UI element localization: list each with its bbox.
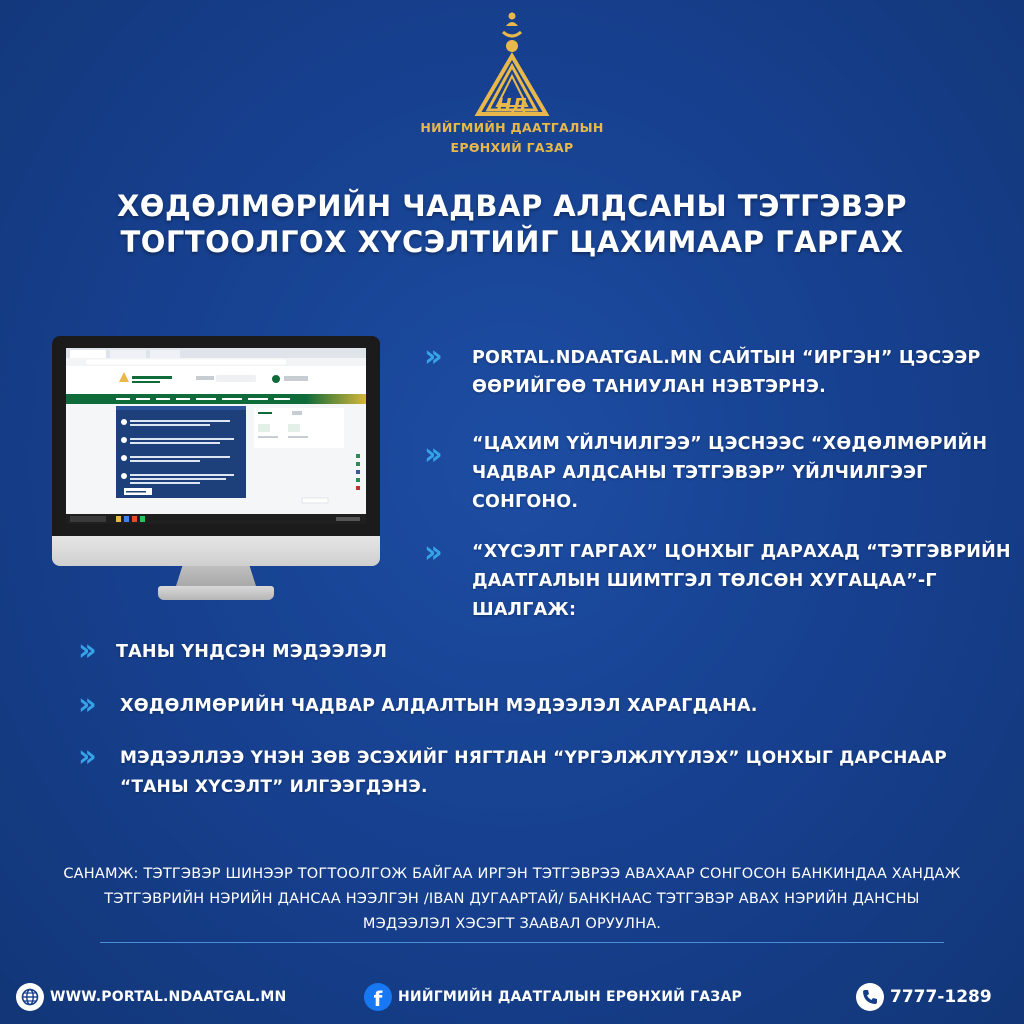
step-5-text <box>120 692 758 721</box>
step-4-text <box>116 638 387 667</box>
step-6 <box>78 739 1008 802</box>
step-3-line3: ШАЛГАЖ: <box>472 600 577 620</box>
step-3 <box>424 535 1014 625</box>
step-2-text <box>472 430 987 517</box>
phone-number[interactable]: 7777-1289 <box>890 987 992 1007</box>
portal-screenshot <box>66 348 366 524</box>
step-1-line2: ӨӨРИЙГӨӨ ТАНИУЛАН НЭВТЭРНЭ. <box>472 377 826 397</box>
monitor-chin <box>52 536 380 566</box>
monitor-screen <box>66 348 366 524</box>
step-3-line2: ДААТГАЛЫН ШИМТГЭЛ ТӨЛСӨН ХУГАЦАА”-Г <box>472 571 937 591</box>
logo-org-name-line2: ЕРӨНХИЙ ГАЗАР <box>450 140 574 155</box>
step-6-text <box>120 744 947 802</box>
facebook-page-link[interactable]: НИЙГМИЙН ДААТГАЛЫН ЕРӨНХИЙ ГАЗАР <box>398 989 742 1005</box>
step-4-line1: ТАНЫ ҮНДСЭН МЭДЭЭЛЭЛ <box>116 642 388 662</box>
footer-website[interactable] <box>16 983 286 1011</box>
reminder-note-line1: САНАМЖ: ТЭТГЭВЭР ШИНЭЭР ТОГТООЛГОЖ БАЙГАА ИРГЭН ТЭТГЭВРЭЭ АВАХААР СОНГОСОН БАНКИНДАА ХАНДАЖ <box>63 866 961 882</box>
footer-facebook[interactable] <box>364 983 742 1011</box>
website-link[interactable]: WWW.PORTAL.NDAATGAL.MN <box>50 989 287 1005</box>
monitor-illustration <box>52 336 382 602</box>
monitor-stand-neck <box>176 566 256 586</box>
double-chevron-icon: ›› <box>78 633 91 668</box>
logo-org-name-line1: НИЙГМИЙН ДААТГАЛЫН <box>420 120 604 135</box>
monitor-stand-base <box>158 586 274 600</box>
page-title-line1: ХӨДӨЛМӨРИЙН ЧАДВАР АЛДСАНЫ ТЭТГЭВЭР <box>116 189 908 223</box>
globe-icon <box>16 983 44 1011</box>
step-1-line1: PORTAL.NDAATGAL.MN САЙТЫН “ИРГЭН” ЦЭСЭЭР <box>472 348 981 368</box>
page-title-line2: ТОГТООЛГОХ ХҮСЭЛТИЙГ ЦАХИМААР ГАРГАХ <box>120 225 904 259</box>
step-3-text <box>472 538 1011 625</box>
step-5-line1: ХӨДӨЛМӨРИЙН ЧАДВАР АЛДАЛТЫН МЭДЭЭЛЭЛ ХАРАГДАНА. <box>120 696 758 716</box>
reminder-note-line3: МЭДЭЭЛЭЛ ХЭСЭГТ ЗААВАЛ ОРУУЛНА. <box>362 916 662 932</box>
step-5 <box>78 687 998 722</box>
double-chevron-icon: ›› <box>78 739 91 774</box>
step-6-line1: МЭДЭЭЛЛЭЭ ҮНЭН ЗӨВ ЭСЭХИЙГ НЯГТЛАН “ҮРГЭЛЖЛҮҮЛЭХ” ЦОНХЫГ ДАРСНААР <box>120 748 947 768</box>
reminder-note <box>10 862 1014 937</box>
step-1-text <box>472 344 981 402</box>
step-3-line1: “ХҮСЭЛТ ГАРГАХ” ЦОНХЫГ ДАРАХАД “ТЭТГЭВРИЙН <box>472 542 1011 562</box>
step-2 <box>424 430 1014 517</box>
double-chevron-icon: ›› <box>424 339 437 374</box>
footer-phone[interactable] <box>856 983 992 1011</box>
footer-divider <box>100 942 944 943</box>
step-4 <box>78 633 978 668</box>
step-2-line3: СОНГОНО. <box>472 492 579 512</box>
double-chevron-icon: ›› <box>424 535 437 570</box>
step-2-line2: ЧАДВАР АЛДСАНЫ ТЭТГЭВЭР” ҮЙЛЧИЛГЭЭГ <box>472 463 928 483</box>
phone-icon <box>856 983 884 1011</box>
ndg-emblem-icon <box>472 10 552 118</box>
facebook-icon: f <box>364 983 392 1011</box>
double-chevron-icon: ›› <box>78 687 91 722</box>
page-title <box>40 188 984 260</box>
reminder-note-line2: ТЭТГЭВРИЙН НЭРИЙН ДАНСАА НЭЭЛГЭН /IBAN ДУГААРТАЙ/ БАНКНААС ТЭТГЭВЭР АВАХ НЭРИЙН ДАНСНЫ <box>104 891 920 907</box>
step-2-line1: “ЦАХИМ ҮЙЛЧИЛГЭЭ” ЦЭСНЭЭС “ХӨДӨЛМӨРИЙН <box>472 434 988 454</box>
svg-text:НД: НД <box>496 95 528 116</box>
logo <box>400 10 624 158</box>
double-chevron-icon: ›› <box>424 437 437 472</box>
step-6-line2: “ТАНЫ ХҮСЭЛТ” ИЛГЭЭГДЭНЭ. <box>120 777 428 797</box>
step-1 <box>424 339 1014 402</box>
